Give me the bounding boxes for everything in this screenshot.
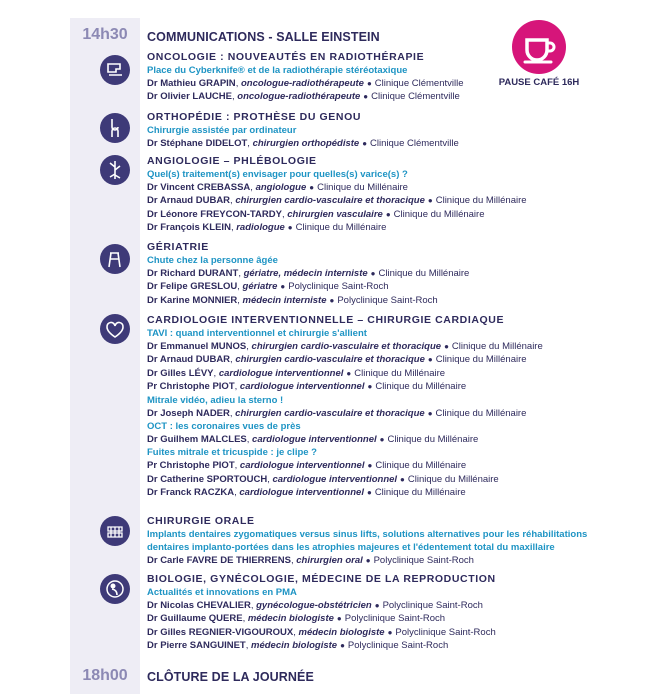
section-title: BIOLOGIE, GYNÉCOLOGIE, MÉDECINE DE LA REPRODUCTION — [147, 573, 496, 585]
speaker-row: Dr Joseph NADER, chirurgien cardio-vasculaire et thoracique ● Clinique du Millénaire — [147, 407, 527, 419]
speaker-row: Dr Mathieu GRAPIN, oncologue-radiothérapeute ● Clinique Clémentville — [147, 78, 464, 89]
speaker-row: Dr Gilles REGNIER-VIGOUROUX, médecin biologiste ● Polyclinique Saint-Roch — [147, 626, 496, 638]
session-title: COMMUNICATIONS - SALLE EINSTEIN — [147, 30, 380, 44]
speaker-row: Dr Arnaud DUBAR, chirurgien cardio-vasculaire et thoracique ● Clinique du Millénaire — [147, 195, 527, 207]
section-subtitle: Actualités et innovations en PMA — [147, 587, 297, 598]
speaker-row: Dr François KLEIN, radiologue ● Clinique du Millénaire — [147, 222, 387, 234]
pause-label: PAUSE CAFÉ 16H — [498, 77, 580, 88]
speaker-row: Dr Vincent CREBASSA, angiologue ● Clinique du Millénaire — [147, 182, 408, 193]
section-angiologie — [147, 154, 627, 235]
section-title: CHIRURGIE ORALE — [147, 515, 255, 527]
section-title: ANGIOLOGIE – PHLÉBOLOGIE — [147, 155, 317, 167]
end-time: 18h00 — [82, 667, 128, 684]
section-geriatrie — [147, 240, 627, 307]
section-title: GÉRIATRIE — [147, 241, 209, 253]
knee-joint-icon — [100, 113, 130, 143]
section-subtitle: Place du Cyberknife® et de la radiothérapie stéréotaxique — [147, 65, 408, 76]
section-biologie — [147, 572, 627, 653]
walker-icon — [100, 244, 130, 274]
section-subtitle: Quel(s) traitement(s) envisager pour quelles(s) varice(s) ? — [147, 169, 408, 180]
speaker-row: Dr Franck RACZKA, cardiologue interventionnel ● Clinique du Millénaire — [147, 487, 466, 499]
speaker-row: Dr Richard DURANT, gériatre, médecin interniste ● Clinique du Millénaire — [147, 268, 470, 279]
speaker-row: Dr Gilles LÉVY, cardiologue interventionnel ● Clinique du Millénaire — [147, 367, 446, 379]
speaker-row: Dr Karine MONNIER, médecin interniste ● Polyclinique Saint-Roch — [147, 294, 438, 306]
speaker-row: Dr Stéphane DIDELOT, chirurgien orthopédiste ● Clinique Clémentville — [147, 138, 459, 149]
speaker-row: Dr Emmanuel MUNOS, chirurgien cardio-vasculaire et thoracique ● Clinique du Millénaire — [147, 341, 543, 352]
speaker-row: Dr Pierre SANGUINET, médecin biologiste ● Polyclinique Saint-Roch — [147, 640, 449, 652]
heart-icon — [100, 314, 130, 344]
section-subtitle: Chirurgie assistée par ordinateur — [147, 125, 297, 136]
speaker-row: Dr Guilhem MALCLES, cardiologue interventionnel ● Clinique du Millénaire — [147, 434, 479, 446]
section-subtitle: Fuites mitrale et tricuspide : je clipe ? — [147, 447, 317, 459]
closing-title: CLÔTURE DE LA JOURNÉE — [147, 670, 314, 684]
section-subtitle: Chute chez la personne âgée — [147, 255, 278, 266]
speaker-row: Dr Nicolas CHEVALIER, gynécologue-obstétricien ● Polyclinique Saint-Roch — [147, 600, 483, 611]
speaker-row: Dr Léonore FREYCON-TARDY, chirurgien vasculaire ● Clinique du Millénaire — [147, 208, 485, 220]
section-title: CARDIOLOGIE INTERVENTIONNELLE – CHIRURGIE CARDIAQUE — [147, 314, 505, 326]
fetus-icon — [100, 574, 130, 604]
section-subtitle: Implants dentaires zygomatiques versus sinus lifts, solutions alternatives pour les réhabilitations — [147, 529, 588, 540]
section-orthopedie — [147, 110, 627, 150]
section-cardiologie — [147, 313, 627, 500]
radiotherapy-machine-icon — [100, 55, 130, 85]
speaker-row: Dr Olivier LAUCHE, oncologue-radiothérapeute ● Clinique Clémentville — [147, 91, 460, 103]
speaker-row: Dr Carle FAVRE DE THIERRENS, chirurgien oral ● Polyclinique Saint-Roch — [147, 555, 474, 566]
section-oncologie — [147, 50, 627, 104]
start-time: 14h30 — [82, 26, 128, 43]
speaker-row: Dr Guillaume QUERE, médecin biologiste ● Polyclinique Saint-Roch — [147, 613, 446, 625]
speaker-row: Dr Arnaud DUBAR, chirurgien cardio-vasculaire et thoracique ● Clinique du Millénaire — [147, 354, 527, 366]
section-title: ONCOLOGIE : NOUVEAUTÉS EN RADIOTHÉRAPIE — [147, 51, 425, 63]
section-subtitle: OCT : les coronaires vues de près — [147, 421, 301, 433]
speaker-row: Dr Felipe GRESLOU, gériatre ● Polyclinique Saint-Roch — [147, 281, 389, 293]
speaker-row: Pr Christophe PIOT, cardiologue interventionnel ● Clinique du Millénaire — [147, 460, 467, 472]
veins-icon — [100, 155, 130, 185]
section-chirurgie-orale — [147, 514, 627, 567]
section-title: ORTHOPÉDIE : PROTHÈSE DU GENOU — [147, 111, 362, 123]
speaker-row: Pr Christophe PIOT, cardiologue interventionnel ● Clinique du Millénaire — [147, 381, 467, 393]
section-subtitle-continued: dentaires implanto-portées dans les atrophies majeures et l'édentement total du maxillaire — [147, 542, 555, 553]
speaker-row: Dr Catherine SPORTOUCH, cardiologue interventionnel ● Clinique du Millénaire — [147, 473, 499, 485]
section-subtitle: Mitrale vidéo, adieu la sterno ! — [147, 394, 284, 406]
section-subtitle: TAVI : quand interventionnel et chirurgie s'allient — [147, 328, 367, 339]
teeth-icon — [100, 516, 130, 546]
